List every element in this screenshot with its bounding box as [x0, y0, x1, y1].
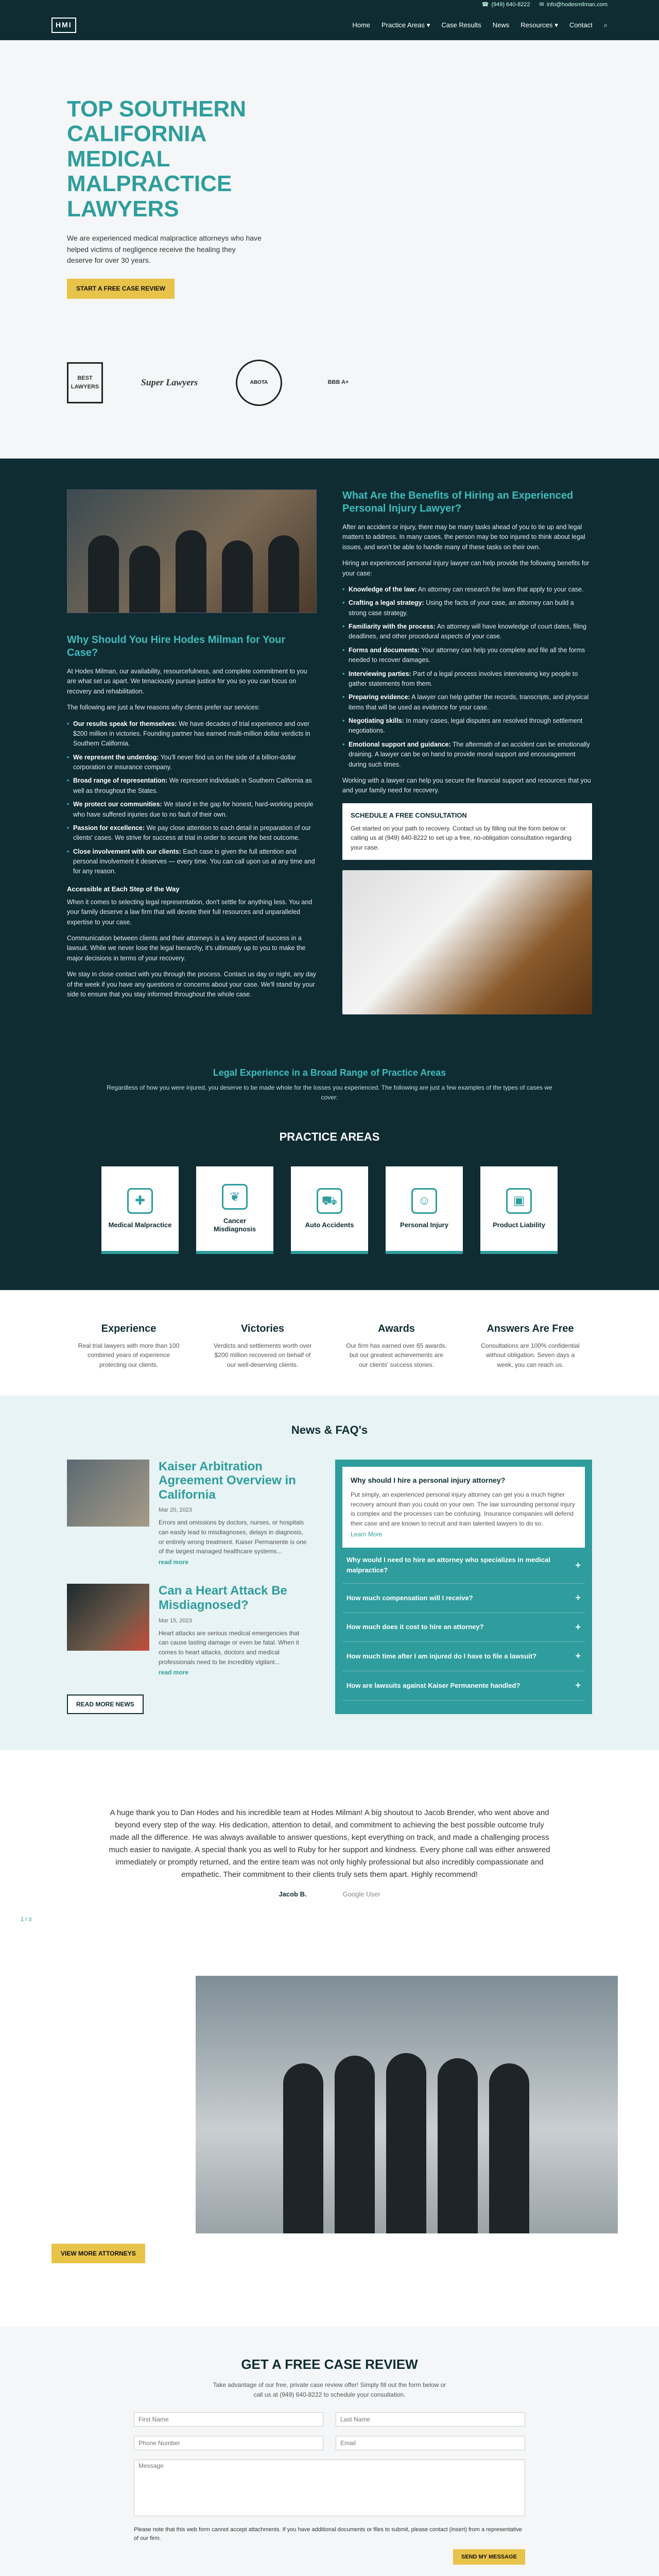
- car-icon: ⛟: [317, 1188, 342, 1214]
- award-badges: [67, 360, 361, 406]
- stethoscope-icon: ✚: [127, 1188, 153, 1214]
- main-nav: [0, 10, 659, 40]
- list-item: • Interviewing parties: Part of a legal process involves interviewing key people to gather statements from them.: [342, 669, 592, 689]
- person-icon: ☺: [411, 1188, 437, 1214]
- hero-title: TOP SOUTHERN CALIFORNIA MEDICAL MALPRACTICE LAWYERS: [67, 96, 246, 222]
- news-list: [67, 1460, 309, 1715]
- view-more-attorneys-button[interactable]: VIEW MORE ATTORNEYS: [51, 2244, 145, 2264]
- faq-item[interactable]: How much compensation will I receive? +: [342, 1584, 585, 1613]
- practice-card-medical-malpractice[interactable]: ✚ Medical Malpractice: [101, 1166, 179, 1254]
- nav-menu: [352, 20, 608, 30]
- list-item: • Forms and documents: Your attorney can help you complete and file all the forms needed to recover damages.: [342, 646, 592, 666]
- practice-card-personal-injury[interactable]: ☺ Personal Injury: [386, 1166, 463, 1254]
- super-lawyers-badge: Super Lawyers: [141, 377, 198, 388]
- nav-item-contact[interactable]: Contact: [569, 21, 593, 29]
- faq-item[interactable]: How much does it cost to hire an attorney? +: [342, 1613, 585, 1642]
- list-item: • We protect our communities: We stand in the gap for honest, hard-working people who have suffered injuries due to no fault of their own.: [67, 800, 317, 820]
- stat-awards: Awards Our firm has earned over 65 awards, but our greatest achievements are our clients' success stories.: [346, 1323, 447, 1368]
- stat-victories: Victories Verdicts and settlements worth over $200 million recovered on behalf of our well-deserving clients.: [213, 1323, 312, 1368]
- faq-item-open: [342, 1467, 585, 1548]
- nav-item-practice-areas[interactable]: Practice Areas ▾: [381, 20, 430, 30]
- chevron-down-icon: ▾: [426, 21, 430, 29]
- plus-icon: +: [575, 1560, 581, 1570]
- list-item: • Emotional support and guidance: The aftermath of an accident can be emotionally draining. A lawyer can be on hand to provide moral support and encouragement during such times.: [342, 740, 592, 770]
- benefits-list: [342, 585, 592, 770]
- abota-badge: ABOTA: [236, 360, 282, 406]
- faq-question[interactable]: Why should I hire a personal injury attorney?: [351, 1476, 506, 1484]
- team-meeting-photo: [67, 489, 317, 613]
- benefits-column: [342, 489, 592, 1014]
- read-more-link[interactable]: read more: [159, 1558, 189, 1566]
- stat-answers-free: Answers Are Free Consultations are 100% confidential without obligation. Seven days a week, you can reach us.: [481, 1323, 580, 1368]
- first-name-input[interactable]: [134, 2412, 323, 2427]
- practice-areas-section: [0, 1050, 659, 1290]
- header-logo[interactable]: HMI: [51, 18, 76, 33]
- practice-card-product-liability[interactable]: ▣ Product Liability: [480, 1166, 558, 1254]
- phone-input[interactable]: [134, 2436, 323, 2450]
- consultation-title: SCHEDULE A FREE CONSULTATION: [351, 811, 467, 819]
- bbb-badge: BBB A+: [327, 379, 349, 386]
- faq-item[interactable]: Why would I need to hire an attorney who specializes in medical malpractice? +: [342, 1548, 585, 1583]
- contact-section: [0, 2326, 659, 2576]
- why-text-5: We stay in close contact with you through the process. Contact us day or night, any day of the week if you have any questions or concerns about your case. We'll stand by your side to ensure that you stay informed throughout the whole case.: [67, 971, 317, 998]
- hero-text: We are experienced medical malpractice attorneys who have helped victims of negligence receive the healing they deserve for over 30 years.: [67, 233, 262, 265]
- read-more-link[interactable]: read more: [159, 1669, 189, 1676]
- plus-icon: +: [575, 1592, 581, 1603]
- chevron-down-icon: ▾: [554, 21, 558, 29]
- email-input[interactable]: [336, 2436, 525, 2450]
- learn-more-link[interactable]: Learn More: [351, 1530, 383, 1538]
- list-item: • Negotiating skills: In many cases, legal disputes are resolved through settlement negotiations.: [342, 716, 592, 736]
- consultation-text: Get started on your path to recovery. Contact us by filling out the form below or calling us at (949) 640-8222 to set up a free, no-obligation consultation regarding your case.: [351, 824, 571, 851]
- form-note: Please note that this web form cannot accept attachments. If you have additional documents or files to submit, please contact (insert) from a representative of our firm.: [134, 2527, 522, 2542]
- article-title[interactable]: Kaiser Arbitration Agreement Overview in California: [159, 1459, 296, 1502]
- box-icon: ▣: [506, 1188, 532, 1214]
- list-item: • Our results speak for themselves: We have decades of trial experience and over $200 million in victories. Founding partner has earned multi-million dollar verdicts in Southern California.: [67, 719, 317, 749]
- why-text-4: Communication between clients and their attorneys is a key aspect of success in a lawsuit. While we never lose the legal hierarchy, it's ultimately up to you to make the major decisions in terms of your recovery.: [67, 935, 306, 962]
- article-excerpt: Errors and omissions by doctors, nurses, or hospitals can easily lead to misdiagnoses, delays in diagnosis, or entirely wrong treatment. Kaiser Permanente is one of the largest managed healthcare systems...: [159, 1519, 307, 1555]
- testimonial-text: A huge thank you to Dan Hodes and his incredible team at Hodes Milman! A big shoutout to Jacob Brender, who went above and beyond every step of the way. His dedication, attention to detail, and commitment to achieving the best possible outcome truly made all the difference. He was always available to answer questions, kept everything on track, and made a challenging process much easier to navigate. A special thank you as well to Ruby for her support and kindness. Every phone call was either answered immediately or promptly returned, and the entire team was not only highly professional but also incredibly compassionate and empathetic. Their commitment to their clients truly sets them apart. Highly recommend!: [109, 1808, 550, 1879]
- attorneys-photo: [196, 1976, 618, 2233]
- testimonial-pager[interactable]: 1 / 3: [21, 1916, 32, 1923]
- plus-icon: +: [575, 1621, 581, 1632]
- why-text-1: At Hodes Milman, our availability, resourcefulness, and complete commitment to you are what set us apart. We tenaciously pursue justice for you so you can focus on recovery and rehabilitation.: [67, 668, 307, 695]
- nav-item-case-results[interactable]: Case Results: [441, 21, 481, 29]
- article-thumbnail[interactable]: [67, 1584, 149, 1651]
- list-item: • We represent the underdog: You'll never find us on the side of a billion-dollar corporation or insurance company.: [67, 753, 317, 773]
- news-faq-section: [0, 1396, 659, 1751]
- list-item: • Broad range of representation: We represent individuals in Southern California as well as throughout the States.: [67, 776, 317, 796]
- stat-experience: Experience Real trial lawyers with more than 100 combined years of experience protecting our clients.: [78, 1323, 180, 1368]
- read-more-news-button[interactable]: READ MORE NEWS: [67, 1694, 144, 1715]
- hero-section: [0, 40, 659, 459]
- plus-icon: +: [575, 1680, 581, 1691]
- last-name-input[interactable]: [336, 2412, 525, 2427]
- why-text-2: The following are just a few reasons why clients prefer our services:: [67, 704, 260, 711]
- faq-accordion: [335, 1460, 592, 1715]
- benefits-title: What Are the Benefits of Hiring an Experienced Personal Injury Lawyer?: [342, 490, 574, 514]
- practice-card-cancer-misdiagnosis[interactable]: ❦ Cancer Misdiagnosis: [196, 1166, 273, 1254]
- article-excerpt: Heart attacks are serious medical emergencies that can cause lasting damage or even be fatal. When it comes to heart attacks, doctors and medical professionals need to be incredibly vigilant...: [159, 1629, 300, 1666]
- faq-answer: Put simply, an experienced personal injury attorney can get you a much higher recovery amount than you could on your own. The law surrounding personal injury is complex and the processes can be confusing. Insurance companies will defend their case and are known to recruit and train talented lawyers to do so.: [351, 1491, 576, 1528]
- consultation-box: [342, 803, 592, 860]
- plus-icon: +: [575, 1651, 581, 1662]
- email-link[interactable]: ✉ info@hodesmilman.com: [540, 1, 608, 9]
- team-section: [0, 1955, 659, 2326]
- nav-item-resources[interactable]: Resources ▾: [521, 20, 558, 30]
- benefits-text-1: After an accident or injury, there may be many tasks ahead of you to tie up and legal matters to address. In many cases, the person may be too injured to think about legal issues, and won't be able to handle many of these tasks on their own.: [342, 523, 585, 551]
- news-article: [67, 1584, 309, 1677]
- why-column: [67, 489, 317, 1014]
- top-bar: [0, 0, 659, 10]
- article-date: Mar 20, 2023: [159, 1507, 192, 1514]
- accessible-heading: Accessible at Each Step of the Way: [67, 885, 180, 893]
- news-article: [67, 1460, 309, 1568]
- faq-item[interactable]: How much time after I am injured do I have to file a lawsuit? +: [342, 1642, 585, 1671]
- list-item: • Crafting a legal strategy: Using the facts of your case, an attorney can build a strong case strategy.: [342, 598, 592, 618]
- nav-item-home[interactable]: Home: [352, 21, 371, 29]
- list-item: • Preparing evidence: A lawyer can help gather the records, transcripts, and physical items that will be used as evidence for your case.: [342, 692, 592, 713]
- message-input[interactable]: [134, 2460, 525, 2516]
- list-item: • Familiarity with the process: An attorney will have knowledge of court dates, filing deadlines, and other procedural aspects of your case.: [342, 622, 592, 642]
- practice-card-auto-accidents[interactable]: ⛟ Auto Accidents: [291, 1166, 368, 1254]
- practice-title: PRACTICE AREAS: [279, 1130, 380, 1143]
- testimonial-section: [0, 1750, 659, 1955]
- about-section: [0, 459, 659, 1050]
- testimonial-author: Jacob B.: [279, 1890, 307, 1899]
- article-thumbnail[interactable]: [67, 1460, 149, 1527]
- phone-link[interactable]: ☎ (949) 640-8222: [482, 1, 530, 9]
- list-item: • Close involvement with our clients: Each case is given the full attention and personal involvement it deserves — every time. You can call upon us at any time and for any reason.: [67, 847, 317, 877]
- benefits-text-3: Working with a lawyer can help you secure the financial support and resources that you and your family need for recovery.: [342, 776, 591, 794]
- testimonial-source: Google User: [342, 1890, 380, 1899]
- send-message-button[interactable]: SEND MY MESSAGE: [453, 2549, 525, 2565]
- list-item: • Knowledge of the law: An attorney can research the laws that apply to your case.: [342, 585, 592, 595]
- gavel-photo: [342, 870, 592, 1014]
- contact-title: GET A FREE CASE REVIEW: [241, 2356, 418, 2372]
- practice-subtext: Regardless of how you were injured, you deserve to be made whole for the losses you experienced. The following are just a few examples of the types of cases we cover:: [107, 1084, 552, 1101]
- why-list: [67, 719, 317, 877]
- best-lawyers-badge: BEST LAWYERS: [67, 362, 103, 403]
- why-title: Why Should You Hire Hodes Milman for Your Case?: [67, 634, 286, 658]
- mail-icon: ✉: [539, 2, 544, 8]
- benefits-text-2: Hiring an experienced personal injury lawyer can help provide the following benefits for your case:: [342, 560, 589, 577]
- free-case-review-button[interactable]: START A FREE CASE REVIEW: [67, 279, 175, 299]
- nav-item-news[interactable]: News: [492, 21, 510, 29]
- why-text-3: When it comes to selecting legal representation, don't settle for anything less. You and your family deserve a law firm that will devote their full resources and unparalleled expertise to your case.: [67, 898, 313, 926]
- phone-icon: ☎: [481, 2, 489, 8]
- list-item: • Passion for excellence: We pay close attention to each detail in preparation of our clients' cases. We strive for success at trial in order to secure the best outcome.: [67, 823, 317, 843]
- stats-section: [0, 1290, 659, 1396]
- search-icon[interactable]: ⌕: [603, 21, 608, 29]
- faq-item[interactable]: How are lawsuits against Kaiser Permanente handled? +: [342, 1671, 585, 1701]
- news-title: News & FAQ's: [291, 1423, 368, 1436]
- article-title[interactable]: Can a Heart Attack Be Misdiagnosed?: [159, 1584, 287, 1613]
- practice-subtitle: Legal Experience in a Broad Range of Practice Areas: [213, 1067, 446, 1078]
- ribbon-icon: ❦: [222, 1184, 248, 1210]
- contact-form: [134, 2412, 525, 2565]
- contact-desc: Take advantage of our free, private case review offer! Simply fill out the form below or call us at (949) 640-8222 to schedule your consultation.: [213, 2381, 446, 2399]
- article-date: Mar 15, 2023: [159, 1617, 192, 1624]
